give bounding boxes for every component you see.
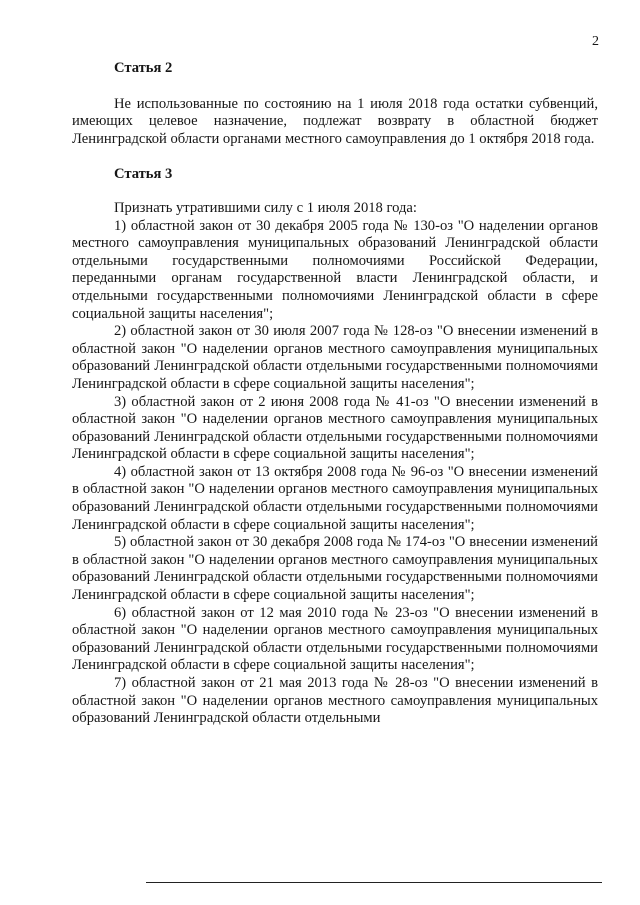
article-2-heading: Статья 2: [114, 60, 173, 76]
article-3-item-3: 3) областной закон от 2 июня 2008 года № 41-оз "О внесении изменений в областной закон "О наделении органов местного самоуправления муниципальных образований Ленинградской области отдельными государственными полномочиями Ленинградской области в сфере социальной защиты населения";: [72, 393, 598, 463]
bottom-divider: [146, 882, 602, 883]
article-3-item-4: 4) областной закон от 13 октября 2008 года № 96-оз "О внесении изменений в областной закон "О наделении органов местного самоуправления муниципальных образований Ленинградской области отдельными государственными полномочиями Ленинградской области в сфере социальной защиты населения";: [72, 463, 598, 533]
article-3-item-1: 1) областной закон от 30 декабря 2005 года № 130-оз "О наделении органов местного самоуправления муниципальных образований Ленинградской области отдельными государственными полномочиями Российской Федерации, переданными органам государственной власти Ленинградской области, и отдельными государственными полномочиями Ленинградской области в сфере социальной защиты населения";: [72, 217, 598, 322]
article-2-paragraph: Не использованные по состоянию на 1 июля 2018 года остатки субвенций, имеющих целевое назначение, подлежат возврату в областной бюджет Ленинградской области органами местного самоуправления до 1 октября 2018 года.: [72, 95, 598, 147]
article-3-heading: Статья 3: [114, 166, 173, 183]
article-3-intro: Признать утратившими силу с 1 июля 2018 года:: [114, 199, 417, 216]
article-3-item-2: 2) областной закон от 30 июля 2007 года № 128-оз "О внесении изменений в областной закон "О наделении органов местного самоуправления муниципальных образований Ленинградской области отдельными государственными полномочиями Ленинградской области в сфере социальной защиты населения";: [72, 323, 598, 392]
document-body: [72, 60, 598, 728]
article-3-item-6: 6) областной закон от 12 мая 2010 года № 23-оз "О внесении изменений в областной закон "О наделении органов местного самоуправления муниципальных образований Ленинградской области отдельными государственными полномочиями Ленинградской области в сфере социальной защиты населения";: [72, 604, 598, 674]
article-3-item-5: 5) областной закон от 30 декабря 2008 года № 174-оз "О внесении изменений в областной закон "О наделении органов местного самоуправления муниципальных образований Ленинградской области отдельными государственными полномочиями Ленинградской области в сфере социальной защиты населения";: [72, 534, 598, 604]
article-3-item-7: 7) областной закон от 21 мая 2013 года № 28-оз "О внесении изменений в областной закон "О наделении органов местного самоуправления муниципальных образований Ленинградской области отдельными: [72, 675, 598, 727]
page-number: 2: [592, 34, 599, 49]
